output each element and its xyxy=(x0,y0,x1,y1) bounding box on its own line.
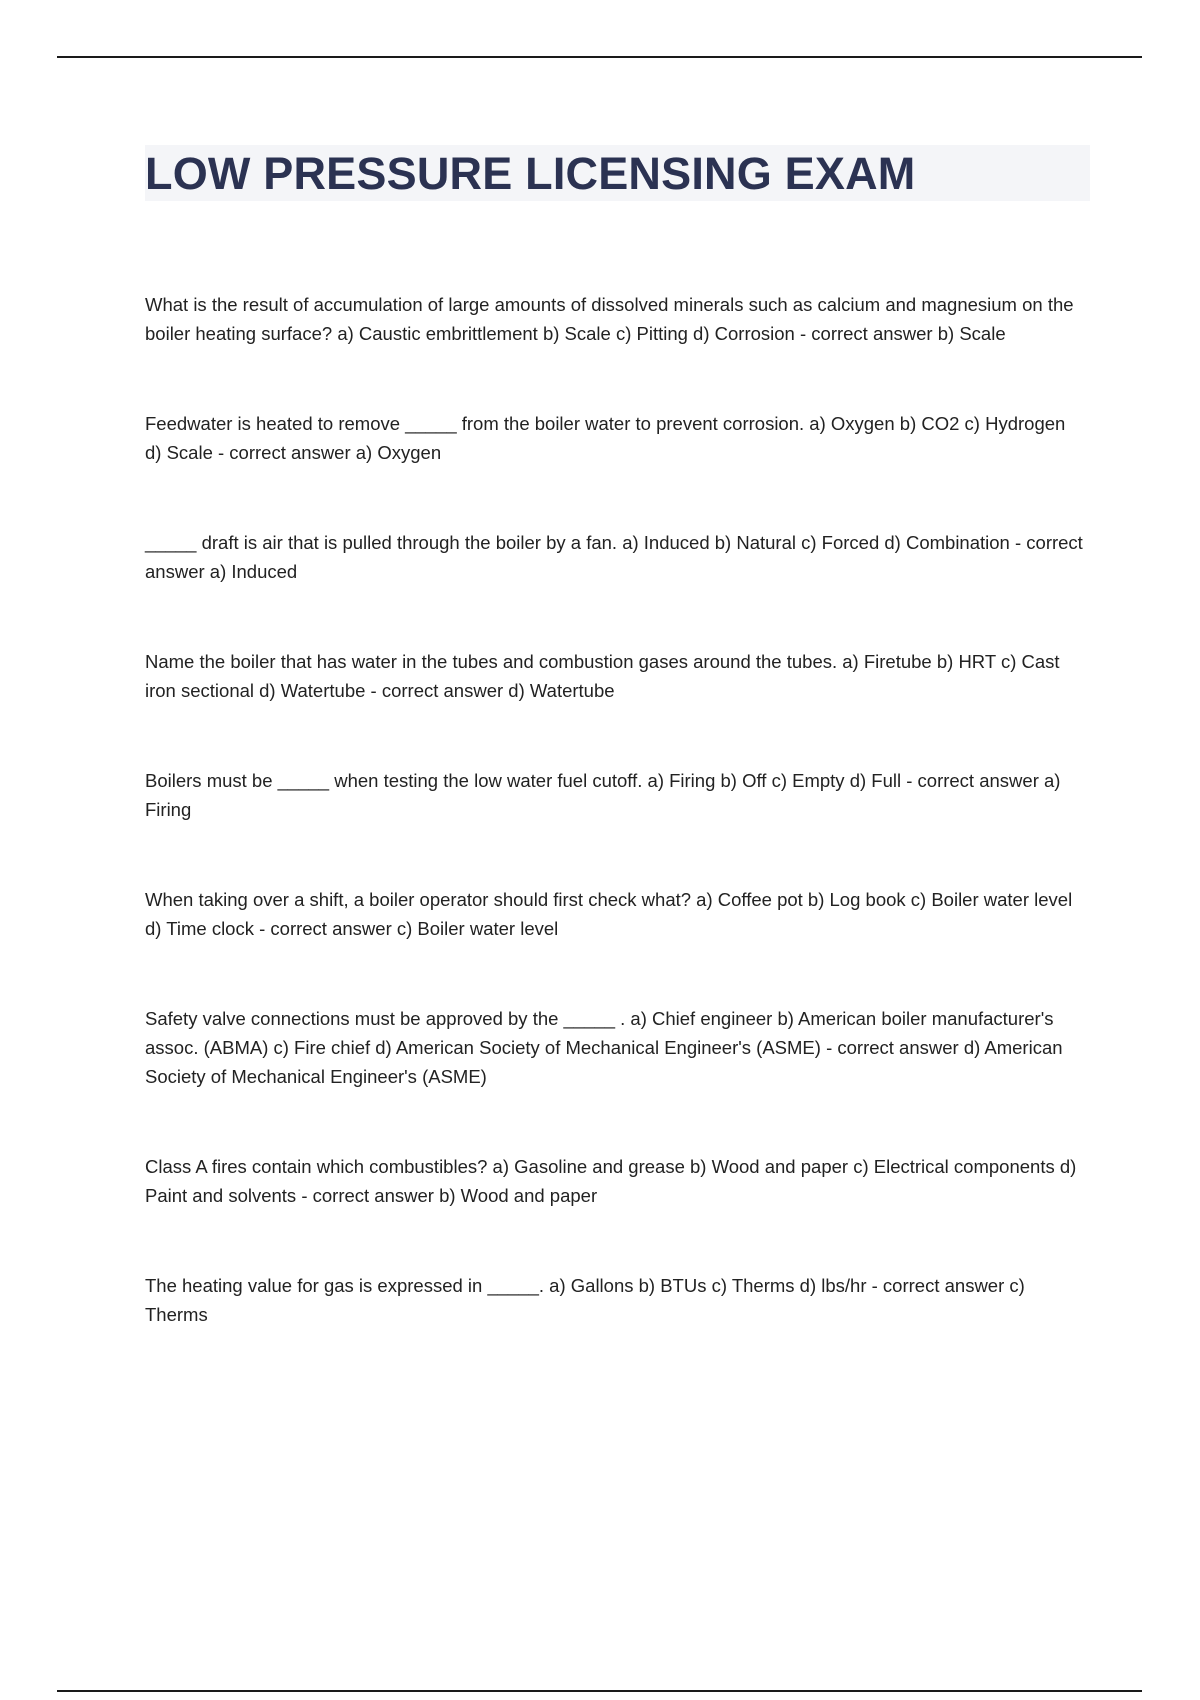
document-title: LOW PRESSURE LICENSING EXAM xyxy=(145,148,916,199)
question-item-1: What is the result of accumulation of large amounts of dissolved minerals such as calcium and magnesium on the boiler heating surface? a) Caustic embrittlement b) Scale c) Pitting d) Corrosion - correct answer b) Scale xyxy=(145,294,1074,344)
question-list xyxy=(145,290,1085,1390)
question-item-9: The heating value for gas is expressed in _____. a) Gallons b) BTUs c) Therms d) lbs/hr - correct answer c) Therms xyxy=(145,1275,1025,1325)
question-item-7: Safety valve connections must be approved by the _____ . a) Chief engineer b) American boiler manufacturer's assoc. (ABMA) c) Fire chief d) American Society of Mechanical Engineer's (ASME) - correct answer d) American Society of Mechanical Engineer's (ASME) xyxy=(145,1008,1063,1087)
question-item-3: _____ draft is air that is pulled through the boiler by a fan. a) Induced b) Natural c) Forced d) Combination - correct answer a) Induced xyxy=(145,532,1083,582)
question-item-4: Name the boiler that has water in the tubes and combustion gases around the tubes. a) Firetube b) HRT c) Cast iron sectional d) Watertube - correct answer d) Watertube xyxy=(145,651,1060,701)
question-item-2: Feedwater is heated to remove _____ from the boiler water to prevent corrosion. a) Oxygen b) CO2 c) Hydrogen d) Scale - correct answer a) Oxygen xyxy=(145,413,1066,463)
question-item-6: When taking over a shift, a boiler operator should first check what? a) Coffee pot b) Log book c) Boiler water level d) Time clock - correct answer c) Boiler water level xyxy=(145,889,1073,939)
question-item-5: Boilers must be _____ when testing the low water fuel cutoff. a) Firing b) Off c) Empty d) Full - correct answer a) Firing xyxy=(145,770,1061,820)
header-rule xyxy=(57,56,1142,58)
question-item-8: Class A fires contain which combustibles? a) Gasoline and grease b) Wood and paper c) Electrical components d) Paint and solvents - correct answer b) Wood and paper xyxy=(145,1156,1077,1206)
footer-rule xyxy=(57,1690,1142,1692)
